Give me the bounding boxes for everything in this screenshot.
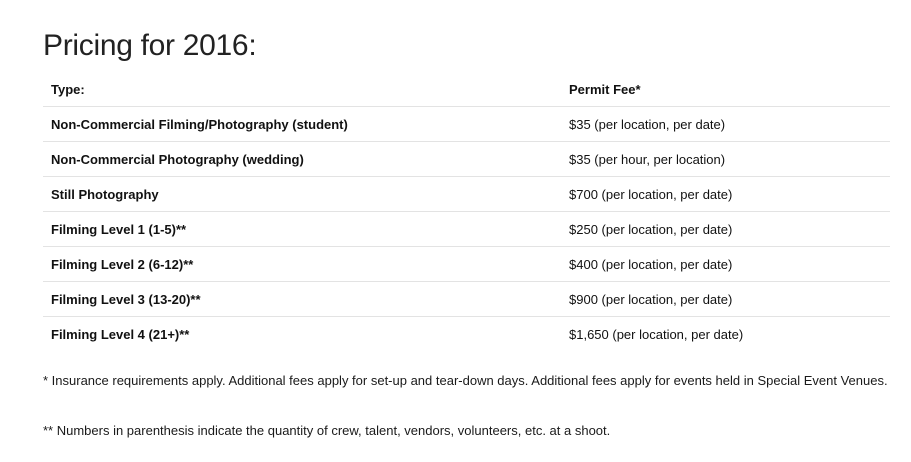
row-fee-cell: $400 (per location, per date) [561,247,890,282]
table-row [43,142,890,177]
row-fee-cell: $35 (per hour, per location) [561,142,890,177]
row-type-cell: Filming Level 3 (13-20)** [43,282,561,317]
row-fee-cell: $35 (per location, per date) [561,107,890,142]
row-type-cell: Non-Commercial Photography (wedding) [43,142,561,177]
table-row [43,317,890,352]
row-fee-cell: $1,650 (per location, per date) [569,326,744,342]
page-title: Pricing for 2016: [43,29,257,62]
table-row [43,282,890,317]
row-type-cell: Filming Level 4 (21+)** [51,326,190,342]
table-row [43,212,890,247]
row-fee-cell: $250 (per location, per date) [561,212,890,247]
column-header-permit-fee: Permit Fee* [561,72,890,107]
row-type-cell: Non-Commercial Filming/Photography (student) [43,107,561,142]
table-row [43,177,890,212]
row-type-cell: Still Photography [43,177,561,212]
row-fee-cell: $900 (per location, per date) [561,282,890,317]
pricing-table [43,72,890,351]
row-type-cell: Filming Level 1 (1-5)** [43,212,561,247]
table-header-row [43,72,890,107]
column-header-type: Type: [43,72,561,107]
row-type-cell: Filming Level 2 (6-12)** [43,247,561,282]
table-row [43,107,890,142]
row-fee-cell: $700 (per location, per date) [561,177,890,212]
footnote-quantity: ** Numbers in parenthesis indicate the quantity of crew, talent, vendors, volunteers, etc. at a shoot. [43,423,611,438]
table-row [43,247,890,282]
footnote-insurance: * Insurance requirements apply. Additional fees apply for set-up and tear-down days. Additional fees apply for events held in Special Event Venues. [43,373,888,388]
